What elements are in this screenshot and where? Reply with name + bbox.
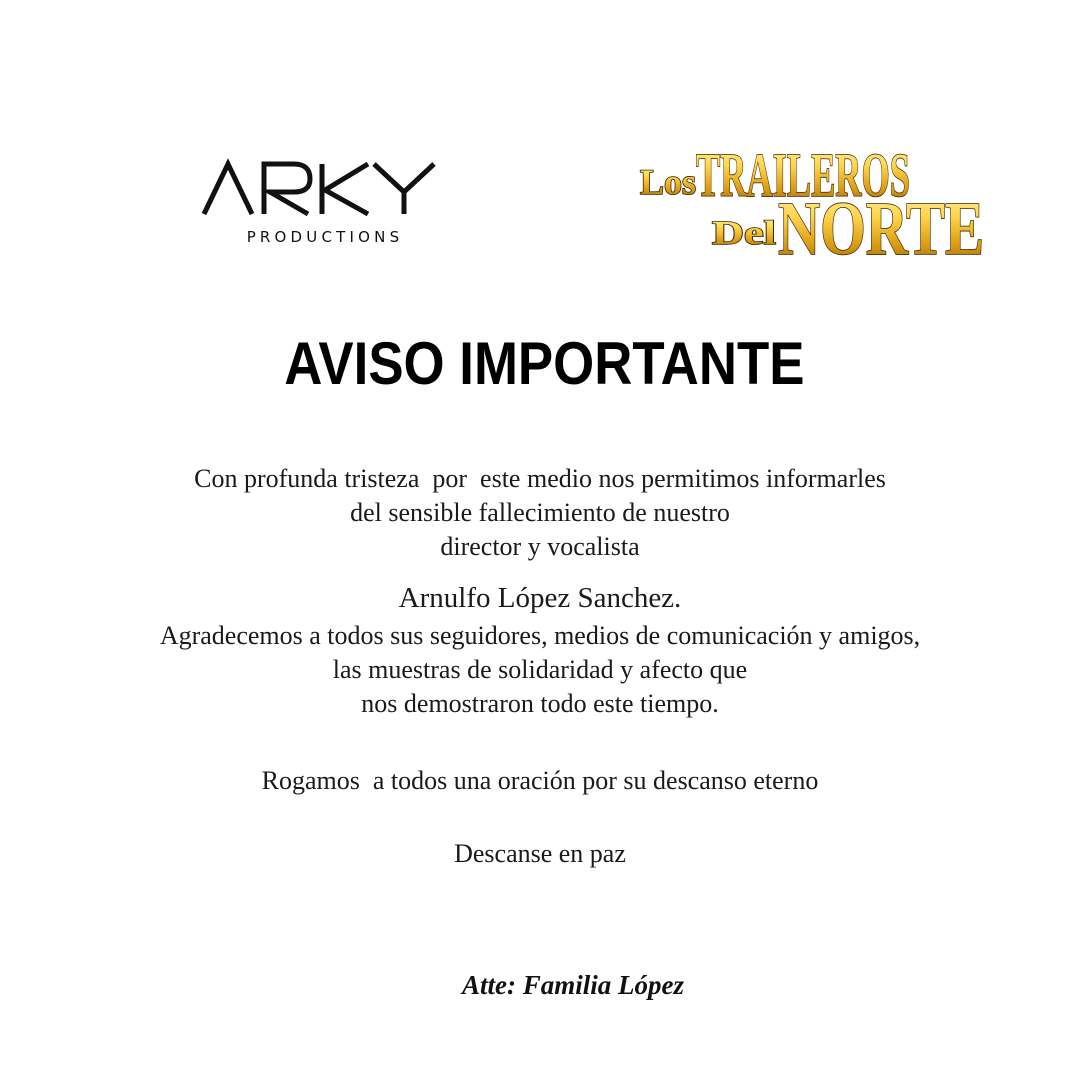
paragraph-1-line-1: Con profunda tristeza por este medio nos permitimos informarles (194, 464, 886, 493)
los-traileros-del-norte-logo (638, 140, 990, 271)
prayer-text: Rogamos a todos una oración por su descanso eterno (261, 766, 819, 795)
svg-text:PRODUCTIONS: PRODUCTIONS (246, 228, 404, 246)
notice-paragraph-1 (0, 462, 1080, 564)
paragraph-1-line-2: del sensible fallecimiento de nuestro (350, 498, 730, 527)
deceased-name: Arnulfo López Sanchez. (398, 582, 682, 614)
paragraph-2-line-2: las muestras de solidaridad y afecto que (332, 655, 748, 684)
rest-in-peace-text: Descanse en paz (454, 839, 626, 868)
paragraph-1-line-3: director y vocalista (440, 532, 640, 561)
svg-text:NORTE: NORTE (778, 187, 984, 271)
paragraph-2-line-3: nos demostraron todo este tiempo. (361, 689, 719, 718)
prayer-block (0, 764, 1080, 798)
svg-text:Del: Del (712, 215, 776, 252)
deceased-name-block (0, 578, 1080, 618)
notice-paragraph-2 (0, 619, 1080, 721)
arky-productions-logo (198, 150, 448, 250)
signature: Atte: Familia López (462, 970, 684, 1000)
notice-title: AVISO IMPORTANTE (284, 330, 805, 397)
paragraph-2-line-1: Agradecemos a todos sus seguidores, medios de comunicación y amigos, (159, 621, 921, 650)
rest-block (0, 837, 1080, 871)
svg-text:TRAILEROS: TRAILEROS (696, 142, 910, 210)
svg-text:Los: Los (640, 162, 696, 202)
